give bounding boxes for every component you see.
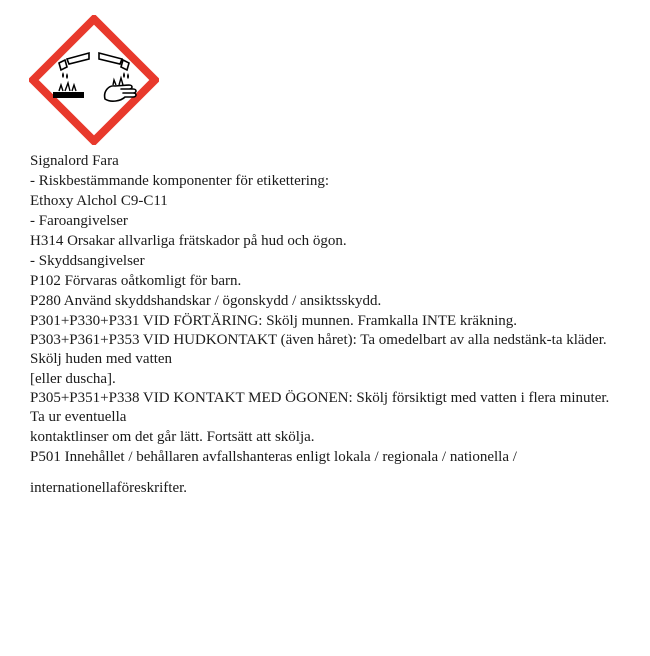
precaution-p303-cont: [eller duscha]. xyxy=(30,371,116,387)
hazard-statement-h314: H314 Orsakar allvarliga frätskador på hud och ögon. xyxy=(30,233,347,249)
safety-label-text xyxy=(30,151,615,498)
precaution-p280: P280 Använd skyddshandskar / ögonskydd / ansiktsskydd. xyxy=(30,293,382,309)
ghs-pictogram xyxy=(29,15,159,145)
precaution-p305-cont: kontaktlinser om det går lätt. Fortsätt att skölja. xyxy=(30,429,315,445)
signal-word: Signalord Fara xyxy=(30,153,119,169)
precaution-p305: P305+P351+P338 VID KONTAKT MED ÖGONEN: Skölj försiktigt med vatten i flera minuter. Ta ur eventuella xyxy=(30,390,610,425)
precaution-heading: - Skyddsangivelser xyxy=(30,253,145,269)
component-name: Ethoxy Alchol C9-C11 xyxy=(30,193,168,209)
precaution-p301: P301+P330+P331 VID FÖRTÄRING: Skölj munnen. Framkalla INTE kräkning. xyxy=(30,313,517,329)
hazard-heading: - Faroangivelser xyxy=(30,213,128,229)
corrosion-icon xyxy=(29,15,159,145)
precaution-p501: P501 Innehållet / behållaren avfallshanteras enligt lokala / regionala / nationella / xyxy=(30,449,517,465)
components-heading: - Riskbestämmande komponenter för etikettering: xyxy=(30,173,330,189)
precaution-p303: P303+P361+P353 VID HUDKONTAKT (även håret): Ta omedelbart av alla nedstänk-ta kläder. Skölj huden med vatten xyxy=(30,332,607,367)
precaution-p102: P102 Förvaras oåtkomligt för barn. xyxy=(30,273,242,289)
precaution-p501-cont: internationellaföreskrifter. xyxy=(30,480,188,496)
